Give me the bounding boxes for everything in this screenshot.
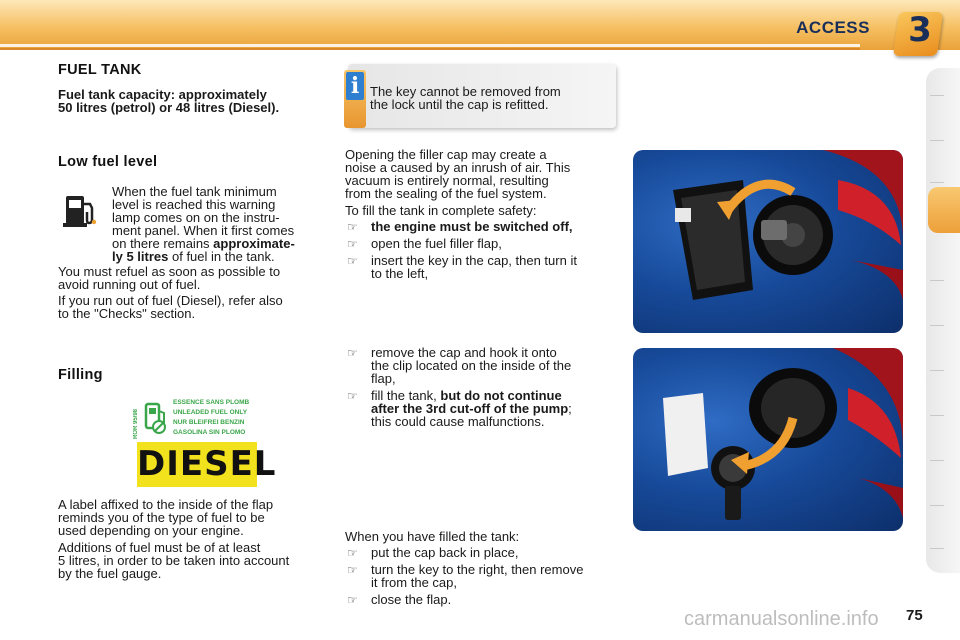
bullet-fill-tank — [347, 389, 615, 429]
bullet-text: open the fuel filler flap, — [371, 236, 502, 251]
bullet-text: close the flap. — [371, 592, 452, 607]
refuel-text-2: avoid running out of fuel. — [58, 277, 201, 292]
tab-divider — [930, 140, 944, 141]
low-fuel-text-3: lamp comes on on the instru- — [112, 210, 280, 225]
section-title: ACCESS — [796, 18, 870, 37]
tab-divider — [930, 182, 944, 183]
bullet-icon: ☞ — [347, 346, 358, 360]
bullet-icon: ☞ — [347, 389, 358, 403]
tab-divider — [930, 95, 944, 96]
text-run-bold: but do not continue — [440, 388, 562, 403]
active-chapter-tab[interactable] — [928, 187, 960, 233]
after-filling-intro: When you have filled the tank: — [345, 529, 520, 544]
header-divider-shadow — [0, 48, 860, 50]
capacity-line-1: Fuel tank capacity: approximately — [58, 87, 267, 102]
bullet-text: the engine must be switched off, — [371, 219, 573, 234]
refuel-text-1: You must refuel as soon as possible to — [58, 264, 281, 279]
info-text-line-2: the lock until the cap is refitted. — [370, 97, 549, 112]
info-text-line-1: The key cannot be removed from — [370, 84, 561, 99]
green-fuel-pump-icon — [143, 401, 169, 435]
bullet-icon: ☞ — [347, 593, 358, 607]
additions-note-2: 5 litres, in order to be taken into account — [58, 553, 290, 568]
fuel-pump-icon — [60, 190, 100, 230]
text-run: of fuel in the tank. — [168, 249, 275, 264]
label-line: GASOLINA SIN PLOMO — [173, 429, 246, 436]
low-fuel-text-4: ment panel. When it first comes — [112, 223, 295, 238]
bullet-engine-off — [347, 220, 615, 234]
text-run-bold: ly 5 litres — [112, 249, 169, 264]
additions-note-3: by the fuel gauge. — [58, 566, 162, 581]
diesel-note-1: If you run out of fuel (Diesel), refer also — [58, 293, 283, 308]
photo-illustration — [633, 348, 903, 531]
text-run: fill the tank, — [371, 388, 441, 403]
bullet-text: this could cause malfunctions. — [371, 414, 545, 429]
diesel-label — [137, 442, 277, 487]
bullet-open-flap — [347, 237, 615, 251]
label-note-3: used depending on your engine. — [58, 523, 244, 538]
photo-illustration — [633, 150, 903, 333]
low-fuel-text-1: When the fuel tank minimum — [112, 184, 277, 199]
bullet-text: insert the key in the cap, then turn it — [371, 253, 577, 268]
bullet-close-flap — [347, 593, 615, 607]
opening-text-1: Opening the filler cap may create a — [345, 147, 547, 162]
chapter-number: 3 — [908, 10, 932, 50]
label-line: NUR BLEIFREI BENZIN — [173, 419, 245, 426]
tab-divider — [930, 370, 944, 371]
bullet-text: remove the cap and hook it onto — [371, 345, 557, 360]
filling-heading: Filling — [58, 367, 103, 383]
photo-cap-removed — [633, 348, 903, 531]
tab-divider — [930, 548, 944, 549]
label-line: UNLEADED FUEL ONLY — [173, 409, 248, 416]
bullet-insert-key — [347, 254, 615, 282]
page-number: 75 — [906, 607, 923, 624]
bullet-icon: ☞ — [347, 254, 358, 268]
text-run: on there remains — [112, 236, 214, 251]
diesel-label-text: DIESEL — [137, 444, 277, 484]
header-divider — [0, 44, 860, 47]
bullet-text: put the cap back in place, — [371, 545, 519, 560]
low-fuel-text-2: level is reached this warning — [112, 197, 276, 212]
bullet-icon: ☞ — [347, 563, 358, 577]
capacity-line-2: 50 litres (petrol) or 48 litres (Diesel). — [58, 100, 280, 115]
bullet-cap-back — [347, 546, 615, 560]
label-side-text: ROR 95/98 — [133, 408, 139, 439]
tab-divider — [930, 325, 944, 326]
label-note-1: A label affixed to the inside of the flap — [58, 497, 274, 512]
label-note-2: reminds you of the type of fuel to be — [58, 510, 265, 525]
low-fuel-heading: Low fuel level — [58, 154, 158, 170]
diesel-note-2: to the "Checks" section. — [58, 306, 196, 321]
opening-text-4: from the sealing of the fuel system. — [345, 186, 547, 201]
watermark: carmanualsonline.info — [684, 608, 879, 630]
bullet-icon: ☞ — [347, 237, 358, 251]
text-run-bold: approximate- — [213, 236, 295, 251]
bullet-text: it from the cap, — [371, 575, 457, 590]
text-run: ; — [568, 401, 572, 416]
tab-divider — [930, 415, 944, 416]
label-lines — [173, 398, 249, 438]
bullet-text: to the left, — [371, 266, 429, 281]
opening-text-3: vacuum is entirely normal, resulting — [345, 173, 549, 188]
tab-divider — [930, 505, 944, 506]
bullet-text: turn the key to the right, then remove — [371, 562, 584, 577]
bullet-turn-key — [347, 563, 615, 591]
safety-intro: To fill the tank in complete safety: — [345, 203, 537, 218]
photo-open-flap-key — [633, 150, 903, 333]
fuel-tank-heading: FUEL TANK — [58, 62, 142, 78]
text-run-bold: after the 3rd cut-off of the pump — [371, 401, 569, 416]
bullet-remove-cap — [347, 346, 615, 386]
low-fuel-text-6 — [112, 250, 326, 264]
label-line: ESSENCE SANS PLOMB — [173, 399, 250, 406]
tab-divider — [930, 280, 944, 281]
tab-divider — [930, 460, 944, 461]
unleaded-label — [133, 395, 261, 443]
bullet-icon: ☞ — [347, 546, 358, 560]
bullet-icon: ☞ — [347, 220, 358, 234]
chapter-tab-strip — [926, 68, 960, 573]
bullet-text: flap, — [371, 371, 396, 386]
info-icon: i — [346, 72, 364, 100]
bullet-text: the clip located on the inside of the — [371, 358, 572, 373]
additions-note-1: Additions of fuel must be of at least — [58, 540, 261, 555]
opening-text-2: noise a caused by an inrush of air. This — [345, 160, 571, 175]
